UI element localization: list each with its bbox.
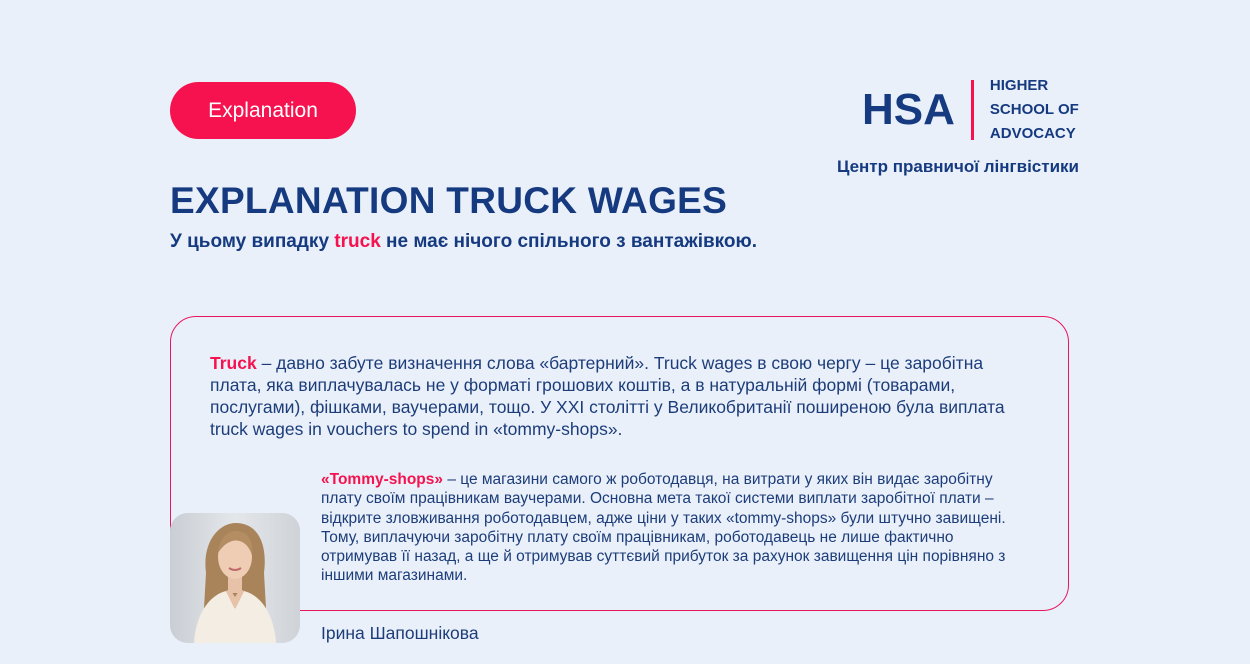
logo-mark: HSA <box>862 85 955 134</box>
logo-line-3: ADVOCACY <box>989 125 1076 142</box>
subtitle-highlight: truck <box>334 231 381 252</box>
tommy-shops-definition-text: – це магазини самого ж роботодавця, на витрати у яких він видає заробітну плату своїм працівникам ваучерами. Основна мета такої системи виплати заробітної плати – відкрите зловживання роботодавцем, адже ціни у таких «tommy-shops» були штучно завищені. Тому, виплачуючи заробітну плату своїм працівникам, роботодавець не лише фактично отримував її назад, а ще й отримував суттєвий прибуток за рахунок завищення цін порівняно з іншими магазинами. <box>321 471 1006 585</box>
subtitle-text-after: не має нічого спільного з вантажівкою. <box>380 231 758 252</box>
logo-text <box>990 74 1079 146</box>
truck-definition <box>210 352 1010 440</box>
logo-subtitle: Центр правничої лінгвістики <box>836 157 1079 176</box>
explanation-badge: Explanation <box>170 82 356 139</box>
truck-definition-text: – давно забуте визначення слова «бартерний». Truck wages в свою чергу – це заробітна плата, яка виплачувалась не у форматі грошових коштів, а в натуральній формі (товарами, послугами), фішками, ваучерами, тощо. У XXI столітті у Великобританії поширеною була виплата truck wages in vouchers to spend in «tommy-shops». <box>210 353 1005 439</box>
truck-term: Truck <box>210 353 257 373</box>
portrait-image <box>170 513 300 643</box>
page-subtitle <box>170 231 757 253</box>
tommy-shops-definition <box>321 470 1011 586</box>
logo-divider <box>971 80 974 140</box>
author-name: Ірина Шапошнікова <box>321 623 479 643</box>
author-photo <box>170 513 300 643</box>
logo-line-1: HIGHER <box>989 77 1049 94</box>
subtitle-text-before: У цьому випадку <box>170 231 335 252</box>
logo-line-2: SCHOOL OF <box>989 101 1079 118</box>
page-title: EXPLANATION TRUCK WAGES <box>170 180 728 221</box>
hsa-logo <box>862 78 1079 142</box>
tommy-shops-term: «Tommy-shops» <box>321 471 444 488</box>
